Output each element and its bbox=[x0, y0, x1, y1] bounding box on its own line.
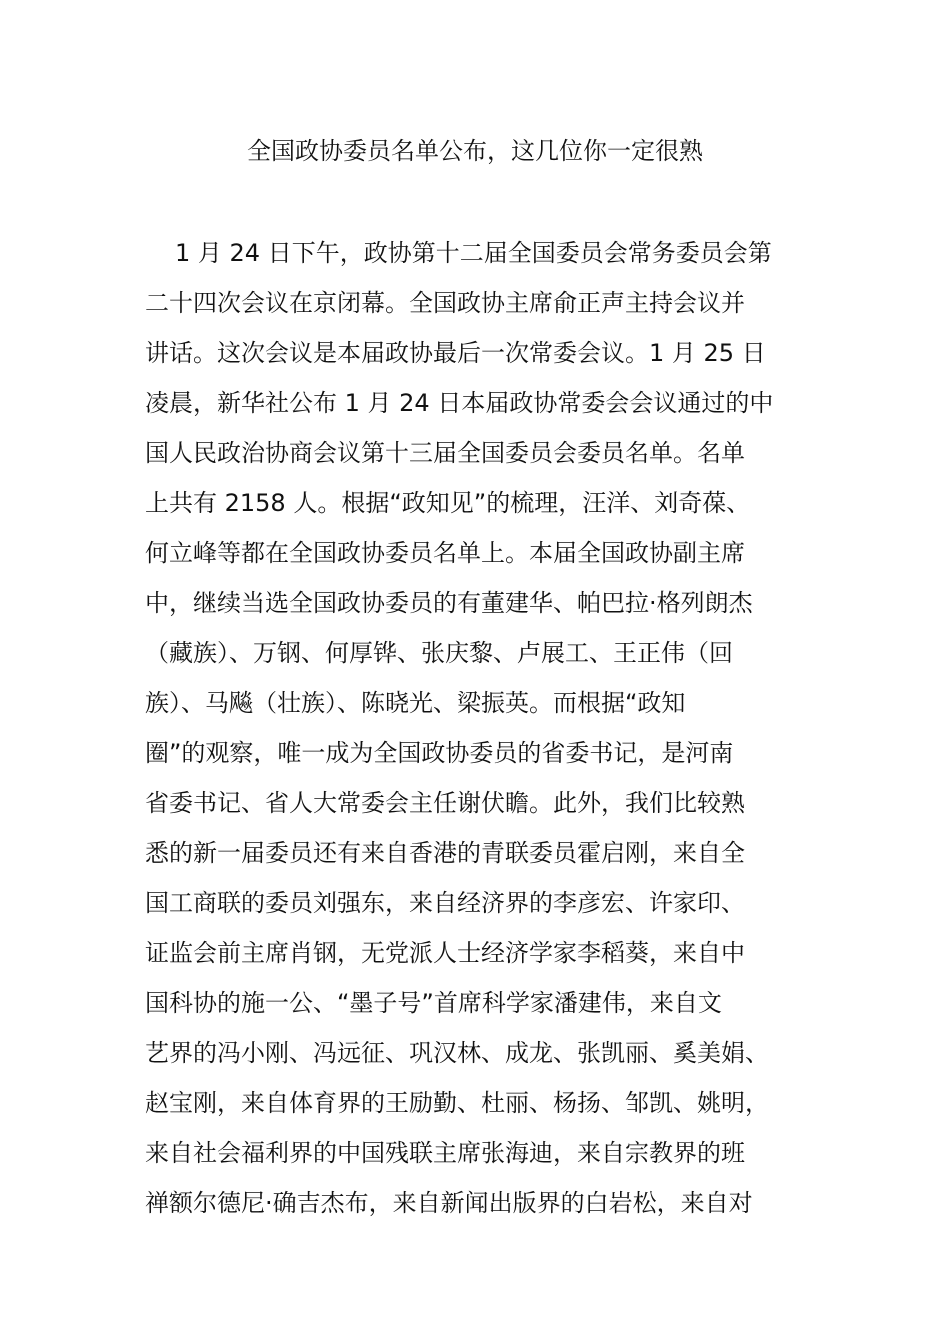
body-line: 上共有 2158 人。根据“政知见”的梳理，汪洋、刘奇葆、 bbox=[145, 489, 751, 517]
body-line: 悉的新一届委员还有来自香港的青联委员霍启刚，来自全 bbox=[145, 839, 745, 867]
body-line: 证监会前主席肖钢，无党派人士经济学家李稻葵，来自中 bbox=[145, 939, 745, 967]
document-body bbox=[145, 228, 815, 1228]
body-line: 来自社会福利界的中国残联主席张海迪，来自宗教界的班 bbox=[145, 1139, 745, 1167]
body-line: （藏族）、万钢、何厚铧、张庆黎、卢展工、王正伟（回 bbox=[145, 639, 733, 667]
body-line: 省委书记、省人大常委会主任谢伏瞻。此外，我们比较熟 bbox=[145, 789, 745, 817]
body-line: 艺界的冯小刚、冯远征、巩汉林、成龙、张凯丽、奚美娟、 bbox=[145, 1039, 769, 1067]
body-line: 国工商联的委员刘强东，来自经济界的李彦宏、许家印、 bbox=[145, 889, 745, 917]
body-line: 国人民政治协商会议第十三届全国委员会委员名单。名单 bbox=[145, 439, 745, 467]
body-line: 讲话。这次会议是本届政协最后一次常委会议。1 月 25 日 bbox=[145, 339, 766, 367]
body-line: 1 月 24 日下午，政协第十二届全国委员会常务委员会第 bbox=[175, 239, 772, 267]
body-line: 禅额尔德尼·确吉杰布，来自新闻出版界的白岩松，来自对 bbox=[145, 1189, 753, 1217]
body-line: 国科协的施一公、“墨子号”首席科学家潘建伟，来自文 bbox=[145, 989, 722, 1017]
body-line: 中，继续当选全国政协委员的有董建华、帕巴拉·格列朗杰 bbox=[145, 589, 753, 617]
body-line: 圈”的观察，唯一成为全国政协委员的省委书记，是河南 bbox=[145, 739, 734, 767]
body-line: 族）、马飚（壮族）、陈晓光、梁振英。而根据“政知 bbox=[145, 689, 686, 717]
body-line: 二十四次会议在京闭幕。全国政协主席俞正声主持会议并 bbox=[145, 289, 745, 317]
body-line: 凌晨，新华社公布 1 月 24 日本届政协常委会会议通过的中 bbox=[145, 389, 774, 417]
body-line: 赵宝刚，来自体育界的王励勤、杜丽、杨扬、邹凯、姚明， bbox=[145, 1089, 769, 1117]
body-line: 何立峰等都在全国政协委员名单上。本届全国政协副主席 bbox=[145, 539, 745, 567]
document-title: 全国政协委员名单公布，这几位你一定很熟 bbox=[247, 137, 703, 165]
